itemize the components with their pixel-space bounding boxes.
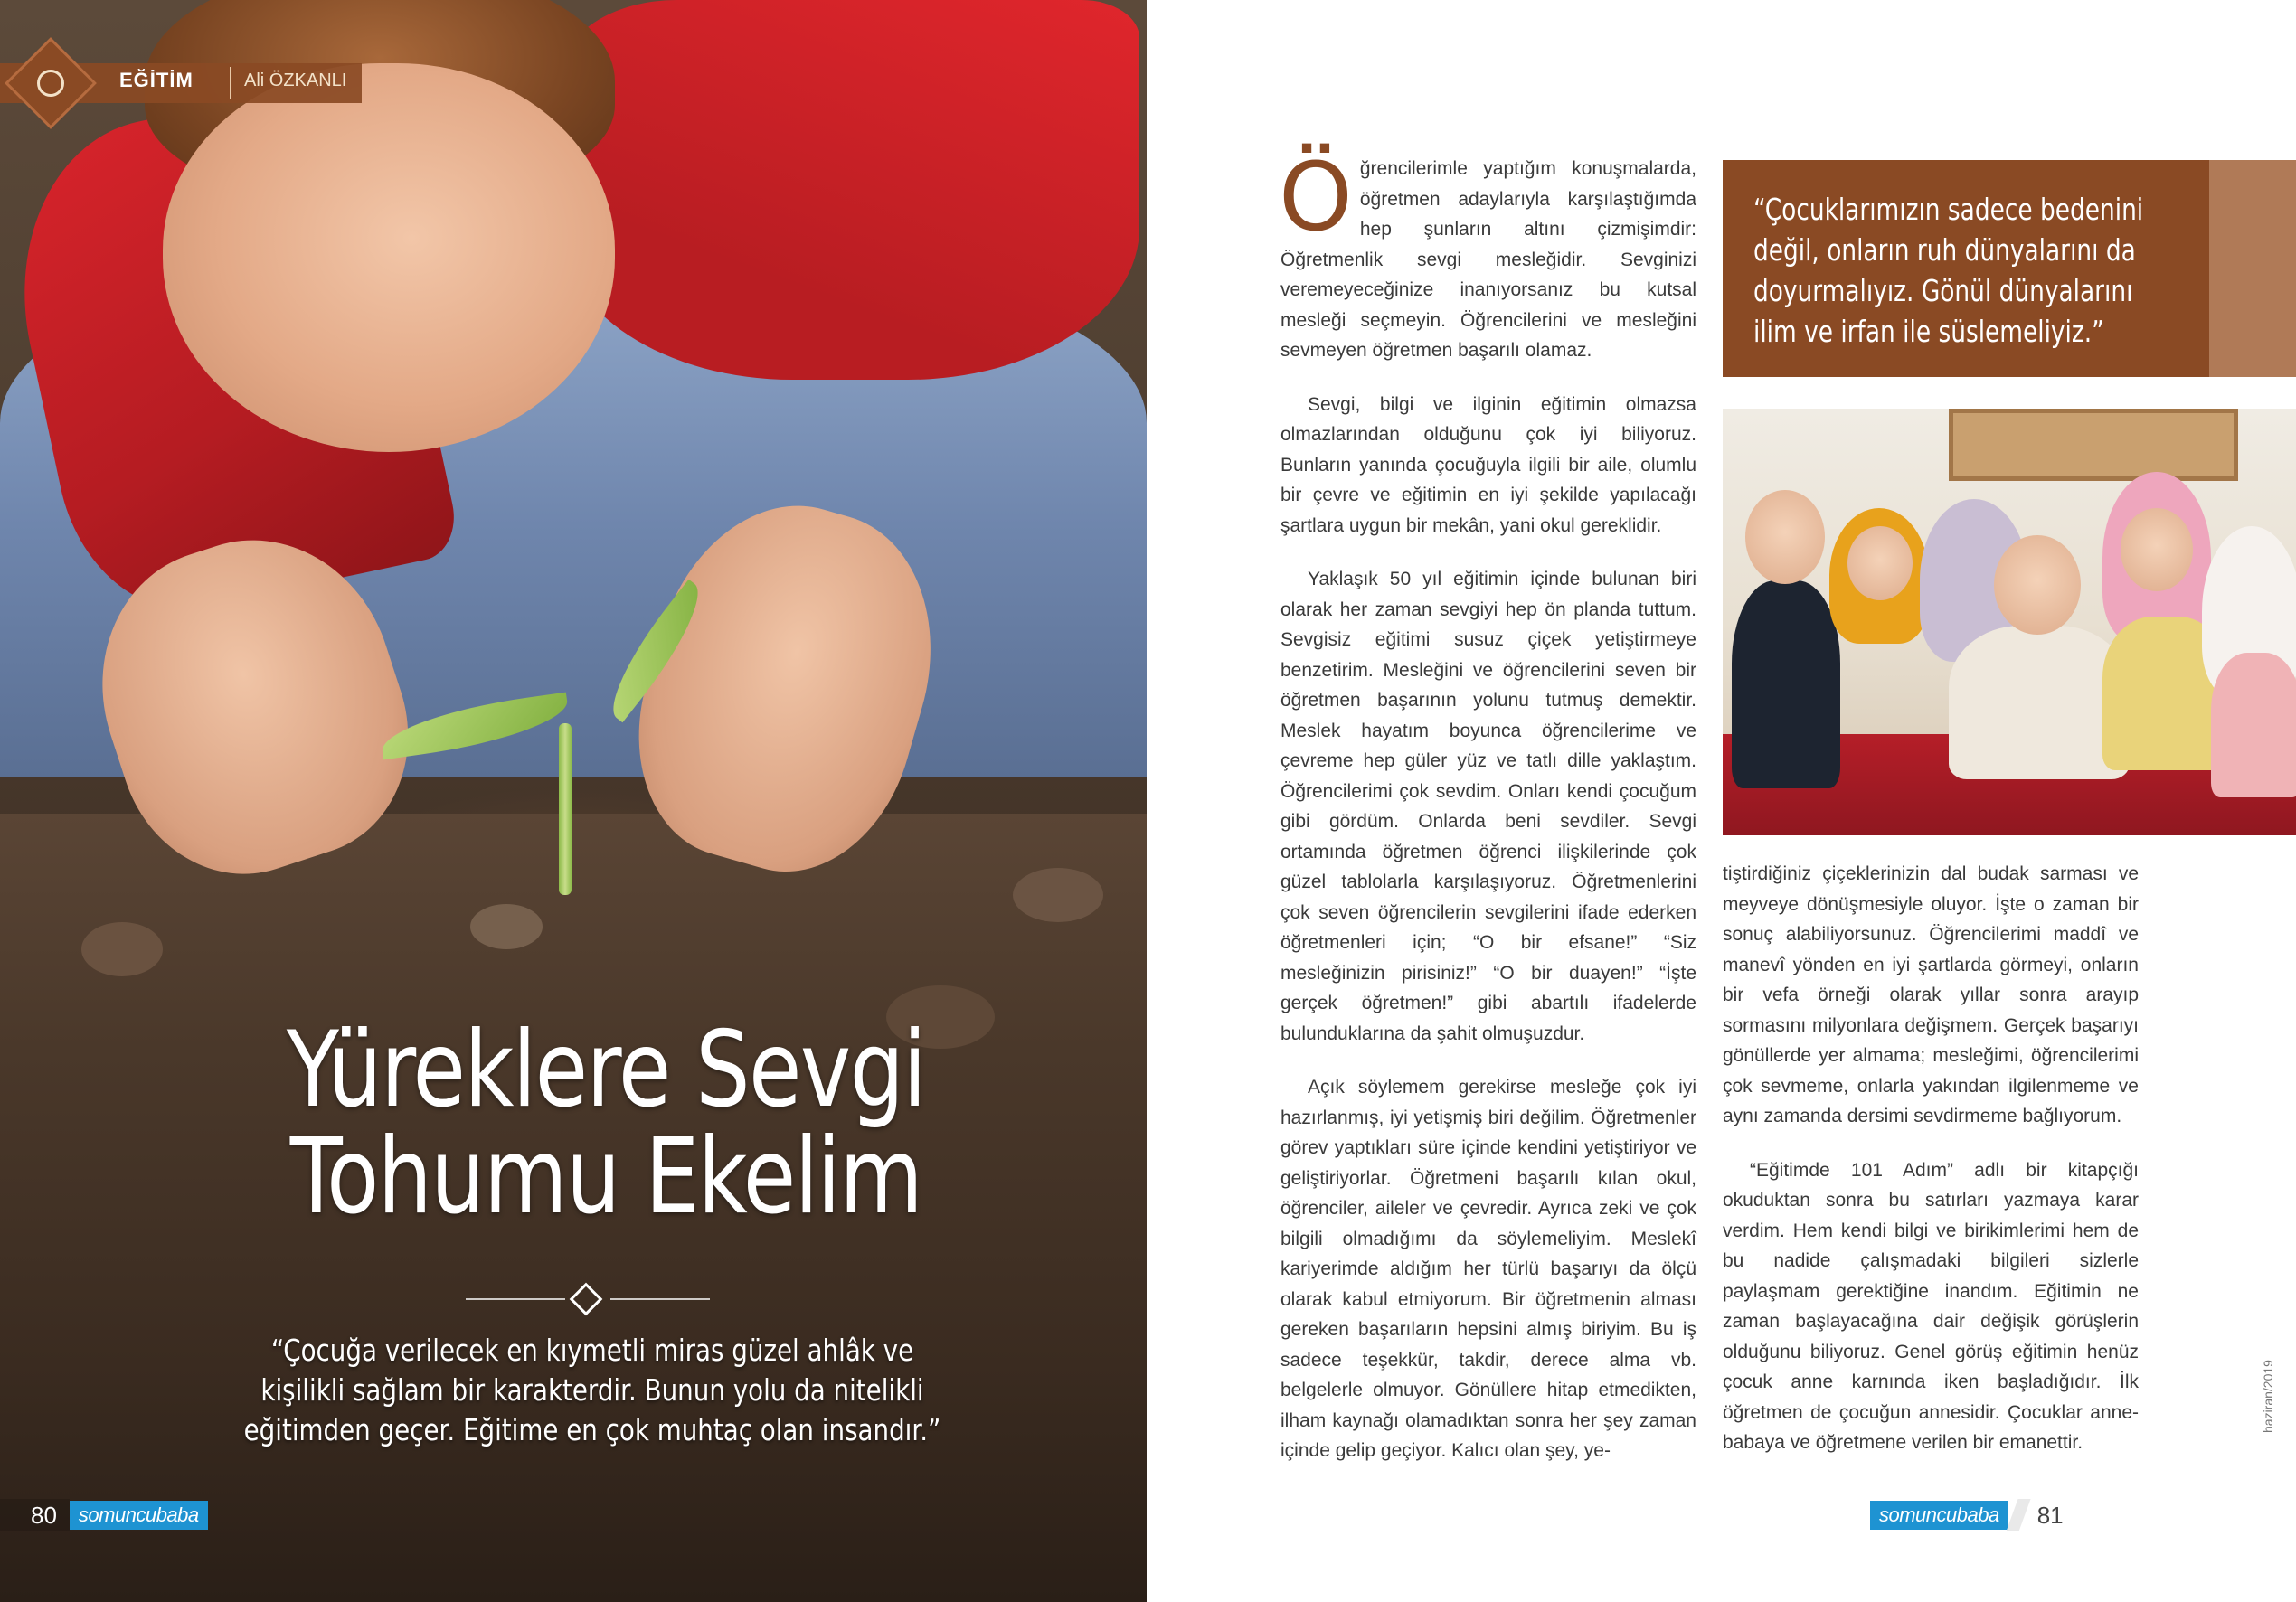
title-line-2: Tohumu Ekelim [289,1116,922,1238]
photo-soil-clod [470,904,543,949]
photo-child-head [2121,508,2193,591]
right-page [1147,0,2296,1602]
page-number-right: 81 [2036,1502,2064,1529]
article-paragraph: Açık söylemem gerekirse mesleğe çok iyi hazırlanmış, iyi yetişmiş biri değilim. Öğretmenler görev yaptıkları süre içinde kendini yetiştiriyor ve geliştiriyorlar. Öğretmeni başarılı kılan okul, öğrenciler, aileler ve çevredir. Ayrıca zeki ve çok bilgili olmadığımı da söylemeliyim. Meslekî kariyerimde aldığım her türlü başarıyı da ölçü olarak kabul etmiyorum. Bir öğretmenin alması gereken başarıların hepsini almış biriyim. Bu iş sadece teşekkür, takdir, derece alma vb. belgelerle olmuyor. Gönüllere hitap etmedikten, ilham kaynağı olamadıktan sonra her şey zaman içinde gelip geçiyor. Kalıcı olan şey, ye- [1280,1077,1696,1461]
page-number-left: 80 [0,1499,70,1531]
photo-window [1949,409,2238,481]
pull-quote-text: “Çocuklarımızın sadece bedenini değil, onların ruh dünyalarını da doyurmalıyız. Gönül dünyalarını ilim ve irfan ile süslemeliyiz.” [1753,192,2144,349]
footer-right [1870,1499,2080,1531]
photo-face [163,63,615,452]
photo-soil-clod [1013,868,1103,922]
article-column-1 [1279,142,1696,1466]
title-line-1: Yüreklere Sevgi [286,1009,926,1131]
left-page [0,0,1147,1602]
photo-child-head [1994,535,2081,635]
drop-cap: Ö [1279,142,1353,252]
ornament-divider-icon [466,1286,710,1313]
article-paragraph: “Eğitimde 101 Adım” adlı bir kitapçığı okuduktan sonra bu satırları yazmaya karar verdim. Hem kendi bilgi ve birikimlerimi hem de bu nadide çalışmadaki bilgileri sizlerle paylaşmam gerektiğine inandım. Eğitimin ne zaman başlayacağına dair değişik görüşlerin olduğunu biliyoruz. Genel görüş eğitimin henüz çocuk anne karnında iken başladığıdır. İlk öğretmen de çocuğun annesidir. Çocuklar anne-babaya ve öğretmene verilen bir emanettir. [1723,1159,2139,1453]
author-name: Ali ÖZKANLI [244,71,347,90]
magazine-name-tag: somuncubaba [1870,1501,2008,1530]
classroom-photo [1723,409,2296,835]
article-paragraph: Sevgi, bilgi ve ilginin eğitimin olmazsa olmazlarından olduğunu çok iyi biliyoruz. Bunların yanında çocuğuyla ilgili bir aile, olumlu bir çevre ve eğitimin en iyi şekilde yapılacağı şartlara uygun bir mekân, yani okul gereklidir. [1280,393,1696,536]
photo-child [2211,653,2296,797]
pull-quote-box [1723,160,2209,377]
subtitle-quote: “Çocuğa verilecek en kıymetli miras güzel ahlâk ve kişilikli sağlam bir karakterdir. Bunun yolu da nitelikli eğitimden geçer. Eğitime en çok muhtaç olan insandır.” [243,1333,941,1447]
footer-left [0,1499,208,1531]
page-slash [2006,1499,2030,1531]
photo-hood-right [561,0,1139,380]
article-title [198,1009,1014,1238]
photo-child-head [1847,526,1913,600]
article-paragraph: Yaklaşık 50 yıl eğitimin içinde bulunan biri olarak her zaman sevgiyi hep ön planda tuttum. Sevgisiz eğitimi susuz çiçek yetiştirmeye benzetirim. Mesleğini ve öğrencilerini seven bir öğretmen başarının yolunu tutmuş demektir. Meslek hayatım boyunca öğrencilerime ve çevreme hep güler yüz ve tatlı dille yaklaştım. Öğrencilerimi çok sevdim. Onları kendi çocuğum gibi gördüm. Onlarda beni sevdiler. Sevgi ortamında öğretmen öğrenci ilişkilerinde çok güzel tablolarla karşılaşıyoruz. Öğretmenlerini çok seven öğrencilerin sevgilerini ifade ederken öğretmenleri için; “O bir efsane!” “Siz mesleğinizin pirisiniz!” “O bir duayen!” “İşte gerçek öğretmen!” gibi abartılı ifadelerde bulunduklarına da şahit olmuşuzdur. [1280,569,1696,1044]
photo-child [1732,580,1840,788]
section-label: EĞİTİM [119,69,194,91]
magazine-name-tag: somuncubaba [70,1501,208,1530]
article-column-2 [1723,859,2139,1458]
magazine-logo-icon [5,37,97,129]
article-paragraph [1279,142,1696,366]
paragraph-1-text: ğrencilerimle yaptığım konuşmalarda, öğretmen adaylarıyla karşılaştığımda hep şunların altını çizmişimdir: Öğretmenlik sevgi mesleğidir. Sevginizi veremeyeceğinize inanıyorsanız bu kutsal mesleği seçmeyin. Öğrencilerini ve mesleğini sevmeyen öğretmen başarılı olamaz. [1280,158,1696,361]
photo-child-head [1745,490,1825,584]
photo-soil-clod [81,922,163,976]
article-paragraph: tiştirdiğiniz çiçeklerinizin dal budak sarması ve meyveye dönüşmesiyle oluyor. İşte o zaman bir sonuç alabiliyorsunuz. Öğrencilerimi maddî ve manevî yönden en iyi şartlarda görmeyi, onların bir vefa örneği olarak yıllar sonra arayıp sormasını milyonlara değişmem. Gerçek başarıyı gönüllerde yer almama; mesleğimi, öğrencilerimi çok sevmeme, onlarla yakından ilgilenmeme ve aynı zamanda dersimi sevdirmeme bağlıyorum. [1723,863,2139,1126]
photo-seedling-stem [559,723,572,895]
pull-quote-edge [2209,160,2296,377]
issue-date: haziran/2019 [2261,1360,2275,1433]
header-divider [230,67,231,99]
